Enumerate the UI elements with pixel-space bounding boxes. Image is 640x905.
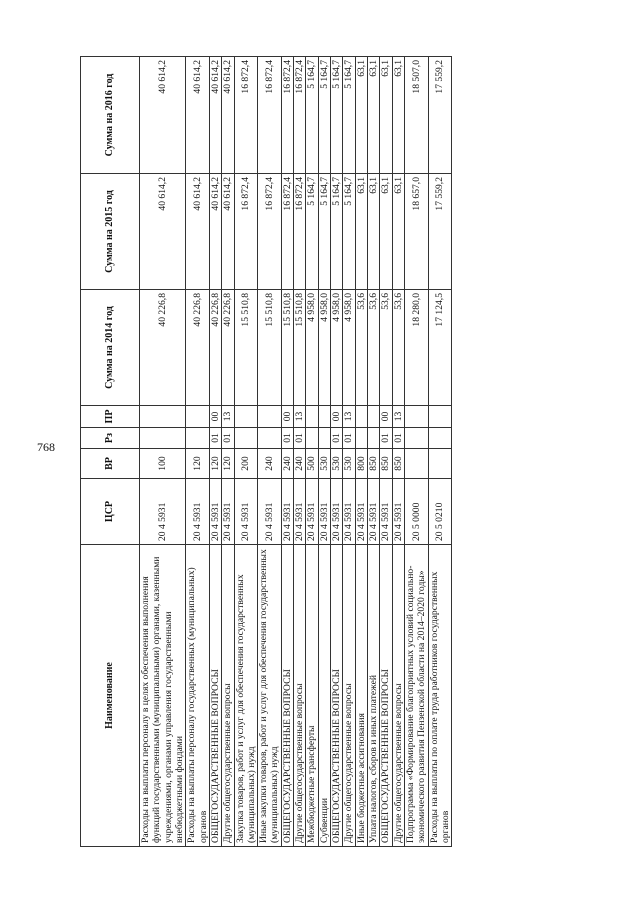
cell-csr: 20 4 5931 — [140, 479, 186, 545]
cell-2016: 16 872,4 — [281, 57, 293, 174]
table-row — [186, 57, 210, 847]
cell-2014: 53,6 — [392, 290, 404, 406]
cell-2016: 63,1 — [392, 57, 404, 174]
cell-rz: 01 — [331, 428, 343, 449]
table-row — [367, 57, 379, 847]
cell-name: ОБЩЕГОСУДАРСТВЕННЫЕ ВОПРОСЫ — [331, 545, 343, 847]
cell-rz — [355, 428, 367, 449]
table-row — [355, 57, 367, 847]
cell-2014: 15 510,8 — [258, 290, 282, 406]
cell-csr: 20 4 5931 — [367, 479, 379, 545]
cell-2016: 40 614,2 — [222, 57, 234, 174]
cell-vr — [428, 449, 452, 479]
table-body — [140, 57, 452, 847]
header-name: Наименование — [81, 545, 140, 847]
table-row — [234, 57, 258, 847]
header-csr: ЦСР — [81, 479, 140, 545]
cell-csr: 20 4 5931 — [258, 479, 282, 545]
cell-vr: 120 — [222, 449, 234, 479]
cell-vr: 200 — [234, 449, 258, 479]
cell-vr: 500 — [306, 449, 318, 479]
header-row — [81, 57, 140, 847]
cell-rz: 01 — [343, 428, 355, 449]
budget-table-container — [80, 57, 560, 847]
cell-pr — [234, 406, 258, 428]
cell-2014: 15 510,8 — [281, 290, 293, 406]
table-row — [222, 57, 234, 847]
cell-2014: 15 510,8 — [234, 290, 258, 406]
cell-csr: 20 5 0210 — [428, 479, 452, 545]
cell-2016: 17 559,2 — [428, 57, 452, 174]
cell-csr: 20 4 5931 — [222, 479, 234, 545]
cell-name: Закупка товаров, работ и услуг для обеспечения государственных (муниципальных) нужд — [234, 545, 258, 847]
cell-name: Иные бюджетные ассигнования — [355, 545, 367, 847]
cell-rz: 01 — [222, 428, 234, 449]
table-row — [306, 57, 318, 847]
cell-vr: 240 — [258, 449, 282, 479]
cell-pr — [186, 406, 210, 428]
cell-vr: 850 — [392, 449, 404, 479]
cell-2015: 17 559,2 — [428, 174, 452, 290]
cell-pr: 13 — [392, 406, 404, 428]
cell-pr — [355, 406, 367, 428]
cell-rz: 01 — [392, 428, 404, 449]
cell-2014: 40 226,8 — [140, 290, 186, 406]
cell-2015: 40 614,2 — [209, 174, 221, 290]
cell-name: Другие общегосударственные вопросы — [343, 545, 355, 847]
cell-vr: 120 — [209, 449, 221, 479]
table-row — [140, 57, 186, 847]
cell-2015: 40 614,2 — [222, 174, 234, 290]
table-row — [258, 57, 282, 847]
cell-2015: 5 164,7 — [306, 174, 318, 290]
cell-name: Другие общегосударственные вопросы — [294, 545, 306, 847]
cell-pr — [367, 406, 379, 428]
cell-2014: 4 958,0 — [331, 290, 343, 406]
cell-2015: 40 614,2 — [186, 174, 210, 290]
cell-2014: 15 510,8 — [294, 290, 306, 406]
cell-csr: 20 5 0000 — [404, 479, 428, 545]
cell-2014: 4 958,0 — [318, 290, 330, 406]
cell-2015: 63,1 — [367, 174, 379, 290]
cell-2015: 5 164,7 — [318, 174, 330, 290]
header-vr: ВР — [81, 449, 140, 479]
cell-vr: 530 — [343, 449, 355, 479]
cell-csr: 20 4 5931 — [380, 479, 392, 545]
cell-name: Другие общегосударственные вопросы — [392, 545, 404, 847]
cell-name: ОБЩЕГОСУДАРСТВЕННЫЕ ВОПРОСЫ — [281, 545, 293, 847]
cell-2015: 16 872,4 — [281, 174, 293, 290]
cell-rz — [306, 428, 318, 449]
cell-rz — [318, 428, 330, 449]
cell-2016: 40 614,2 — [209, 57, 221, 174]
cell-2015: 18 657,0 — [404, 174, 428, 290]
cell-name: Подпрограмма «Формирование благоприятных условий социально-экономического развития Пензенской области на 2014–2020 годы» — [404, 545, 428, 847]
cell-rz: 01 — [281, 428, 293, 449]
cell-vr: 240 — [294, 449, 306, 479]
cell-vr: 120 — [186, 449, 210, 479]
cell-pr — [318, 406, 330, 428]
cell-2015: 63,1 — [392, 174, 404, 290]
cell-rz: 01 — [209, 428, 221, 449]
cell-2016: 16 872,4 — [234, 57, 258, 174]
table-row — [331, 57, 343, 847]
cell-vr: 800 — [355, 449, 367, 479]
cell-name: Расходы на выплаты персоналу государственных (муниципальных) органов — [186, 545, 210, 847]
cell-csr: 20 4 5931 — [343, 479, 355, 545]
cell-csr: 20 4 5931 — [355, 479, 367, 545]
cell-csr: 20 4 5931 — [392, 479, 404, 545]
table-row — [428, 57, 452, 847]
cell-2014: 53,6 — [355, 290, 367, 406]
table-row — [281, 57, 293, 847]
cell-pr: 00 — [281, 406, 293, 428]
cell-2014: 40 226,8 — [209, 290, 221, 406]
cell-rz: 01 — [380, 428, 392, 449]
cell-name: Иные закупки товаров, работ и услуг для обеспечения государственных (муниципальных) нужд — [258, 545, 282, 847]
cell-pr: 00 — [331, 406, 343, 428]
cell-2014: 17 124,5 — [428, 290, 452, 406]
cell-rz — [234, 428, 258, 449]
cell-2014: 40 226,8 — [222, 290, 234, 406]
cell-pr: 13 — [294, 406, 306, 428]
cell-2015: 5 164,7 — [343, 174, 355, 290]
cell-2014: 4 958,0 — [343, 290, 355, 406]
cell-2015: 16 872,4 — [234, 174, 258, 290]
cell-2015: 63,1 — [380, 174, 392, 290]
cell-pr — [140, 406, 186, 428]
header-2016: Сумма на 2016 год — [81, 57, 140, 174]
header-rz: Рз — [81, 428, 140, 449]
table-row — [209, 57, 221, 847]
cell-2015: 16 872,4 — [258, 174, 282, 290]
cell-pr: 00 — [209, 406, 221, 428]
table-row — [392, 57, 404, 847]
cell-name: Субвенции — [318, 545, 330, 847]
cell-rz — [140, 428, 186, 449]
table-row — [404, 57, 428, 847]
header-pr: ПР — [81, 406, 140, 428]
cell-name: Межбюджетные трансферты — [306, 545, 318, 847]
cell-csr: 20 4 5931 — [331, 479, 343, 545]
cell-vr: 530 — [331, 449, 343, 479]
cell-2016: 63,1 — [380, 57, 392, 174]
cell-2014: 4 958,0 — [306, 290, 318, 406]
cell-2016: 16 872,4 — [258, 57, 282, 174]
cell-2015: 5 164,7 — [331, 174, 343, 290]
cell-csr: 20 4 5931 — [306, 479, 318, 545]
cell-vr: 240 — [281, 449, 293, 479]
cell-csr: 20 4 5931 — [318, 479, 330, 545]
cell-2015: 63,1 — [355, 174, 367, 290]
cell-2016: 40 614,2 — [140, 57, 186, 174]
cell-pr: 13 — [343, 406, 355, 428]
cell-csr: 20 4 5931 — [294, 479, 306, 545]
cell-name: ОБЩЕГОСУДАРСТВЕННЫЕ ВОПРОСЫ — [209, 545, 221, 847]
cell-vr: 530 — [318, 449, 330, 479]
cell-2016: 5 164,7 — [343, 57, 355, 174]
cell-rz: 01 — [294, 428, 306, 449]
cell-rz — [428, 428, 452, 449]
cell-pr: 00 — [380, 406, 392, 428]
header-2015: Сумма на 2015 год — [81, 174, 140, 290]
cell-vr: 850 — [367, 449, 379, 479]
cell-pr — [258, 406, 282, 428]
table-row — [380, 57, 392, 847]
cell-name: ОБЩЕГОСУДАРСТВЕННЫЕ ВОПРОСЫ — [380, 545, 392, 847]
cell-csr: 20 4 5931 — [186, 479, 210, 545]
budget-table — [80, 56, 452, 847]
cell-2016: 5 164,7 — [331, 57, 343, 174]
cell-name: Расходы на выплаты персоналу в целях обеспечения выполнения функций государственными (муниципальными) органами, казенными учреждениями, органами управления государственными внебюджетными фондами — [140, 545, 186, 847]
table-row — [343, 57, 355, 847]
cell-2016: 40 614,2 — [186, 57, 210, 174]
cell-csr: 20 4 5931 — [234, 479, 258, 545]
cell-2015: 40 614,2 — [140, 174, 186, 290]
cell-pr — [428, 406, 452, 428]
cell-pr — [306, 406, 318, 428]
cell-2014: 18 280,0 — [404, 290, 428, 406]
cell-2016: 63,1 — [355, 57, 367, 174]
header-2014: Сумма на 2014 год — [81, 290, 140, 406]
cell-vr: 100 — [140, 449, 186, 479]
cell-rz — [258, 428, 282, 449]
cell-2015: 16 872,4 — [294, 174, 306, 290]
cell-2014: 53,6 — [367, 290, 379, 406]
table-row — [294, 57, 306, 847]
table-row — [318, 57, 330, 847]
cell-2014: 53,6 — [380, 290, 392, 406]
cell-2016: 5 164,7 — [306, 57, 318, 174]
cell-rz — [367, 428, 379, 449]
cell-2016: 18 507,0 — [404, 57, 428, 174]
cell-name: Уплата налогов, сборов и иных платежей — [367, 545, 379, 847]
cell-rz — [404, 428, 428, 449]
cell-2014: 40 226,8 — [186, 290, 210, 406]
cell-pr: 13 — [222, 406, 234, 428]
cell-2016: 16 872,4 — [294, 57, 306, 174]
cell-pr — [404, 406, 428, 428]
cell-rz — [186, 428, 210, 449]
cell-vr — [404, 449, 428, 479]
cell-name: Другие общегосударственные вопросы — [222, 545, 234, 847]
cell-vr: 850 — [380, 449, 392, 479]
cell-name: Расходы на выплаты по оплате труда работников государственных органов — [428, 545, 452, 847]
cell-2016: 63,1 — [367, 57, 379, 174]
cell-2016: 5 164,7 — [318, 57, 330, 174]
cell-csr: 20 4 5931 — [209, 479, 221, 545]
page-number: 768 — [37, 440, 55, 454]
cell-csr: 20 4 5931 — [281, 479, 293, 545]
